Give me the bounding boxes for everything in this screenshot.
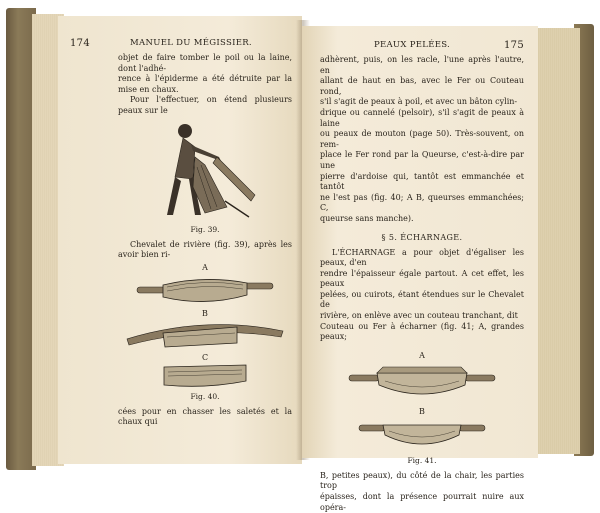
left-text-line: rence à l'épiderme a été détruite par la mise en chaux. bbox=[118, 74, 292, 94]
right-text-line: rivière, on enlève avec un couteau tranchant, dit bbox=[320, 311, 518, 321]
right-text-line: rendre l'épaisseur égale partout. A cet effet, les peaux bbox=[320, 268, 524, 289]
right-text-line: épaisses, dont la présence pourrait nuire aux opéra- bbox=[320, 492, 524, 512]
fig39-illustration bbox=[145, 117, 265, 222]
fig41-caption: Fig. 41. bbox=[407, 455, 437, 465]
fig41-knife-b bbox=[357, 417, 487, 453]
fig41-label-a: A bbox=[419, 350, 425, 360]
right-text-line: ou peaux de mouton (page 50). Très-souvent, on rem- bbox=[320, 129, 524, 149]
right-text-line: pierre d'ardoise qui, tantôt est emmanchée et tantôt bbox=[320, 171, 524, 192]
right-text-line: adhèrent, puis, on les racle, l'une après l'autre, en bbox=[320, 55, 524, 75]
left-text-line: objet de faire tomber le poil ou la laine, dont l'adhé- bbox=[118, 53, 292, 73]
right-text-line: L'ÉCHARNAGE a pour objet d'égaliser les peaux, d'en bbox=[320, 247, 524, 268]
right-text-line: allant de haut en bas, avec le Fer ou Couteau rond, bbox=[320, 76, 524, 96]
right-running-title: PEAUX PELÉES. bbox=[373, 40, 451, 50]
fig40-tool-c bbox=[160, 363, 250, 389]
left-page bbox=[58, 16, 302, 464]
left-text-line: Chevalet de rivière (fig. 39), après les avoir bien ri- bbox=[118, 239, 292, 260]
right-text-line: B, petites peaux), du côté de la chair, les parties trop bbox=[320, 470, 524, 491]
right-text-line: Couteau ou Fer à écharner (fig. 41; A, grandes peaux; bbox=[320, 321, 524, 342]
left-page-number: 174 bbox=[70, 38, 90, 49]
fig41-knife-a bbox=[347, 361, 497, 401]
right-page-edges bbox=[536, 28, 580, 454]
fig39-caption: Fig. 39. bbox=[190, 224, 220, 234]
fig40-label-c: C bbox=[201, 352, 209, 362]
left-running-title: MANUEL DU MÉGISSIER. bbox=[130, 38, 252, 48]
right-text-line: ne l'est pas (fig. 40; A B, queurses emmanchées; C, bbox=[320, 192, 524, 213]
right-running-head bbox=[320, 40, 524, 51]
fig40-tool-a bbox=[135, 273, 275, 307]
right-text-line: place le Fer rond par la Queurse, c'est-à-dire par une bbox=[320, 150, 524, 170]
open-book bbox=[6, 6, 594, 512]
fig40-label-a: A bbox=[202, 262, 208, 272]
right-text-line: pelées, ou cuirots, étant étendues sur le Chevalet de bbox=[320, 289, 524, 310]
right-text-line: queurse sans manche). bbox=[320, 213, 414, 223]
right-page-number: 175 bbox=[504, 40, 524, 51]
right-page bbox=[302, 26, 538, 512]
left-text-line: Pour l'effectuer, on étend plusieurs peaux sur le bbox=[118, 95, 292, 115]
right-text-line: drique ou cannelé (pelsoir), s'il s'agit de peaux à laine bbox=[320, 107, 524, 128]
right-text-line: s'il s'agit de peaux à poil, et avec un bâton cylin- bbox=[320, 97, 518, 107]
fig40-label-b: B bbox=[202, 308, 208, 318]
left-text-line: cées pour en chasser les saletés et la chaux qui bbox=[118, 406, 292, 427]
left-running-head bbox=[70, 38, 292, 49]
section-heading: § 5. ÉCHARNAGE. bbox=[381, 232, 463, 242]
fig41-label-b: B bbox=[419, 406, 425, 416]
fig40-caption: Fig. 40. bbox=[190, 391, 220, 401]
fig40-tool-b bbox=[125, 319, 285, 351]
